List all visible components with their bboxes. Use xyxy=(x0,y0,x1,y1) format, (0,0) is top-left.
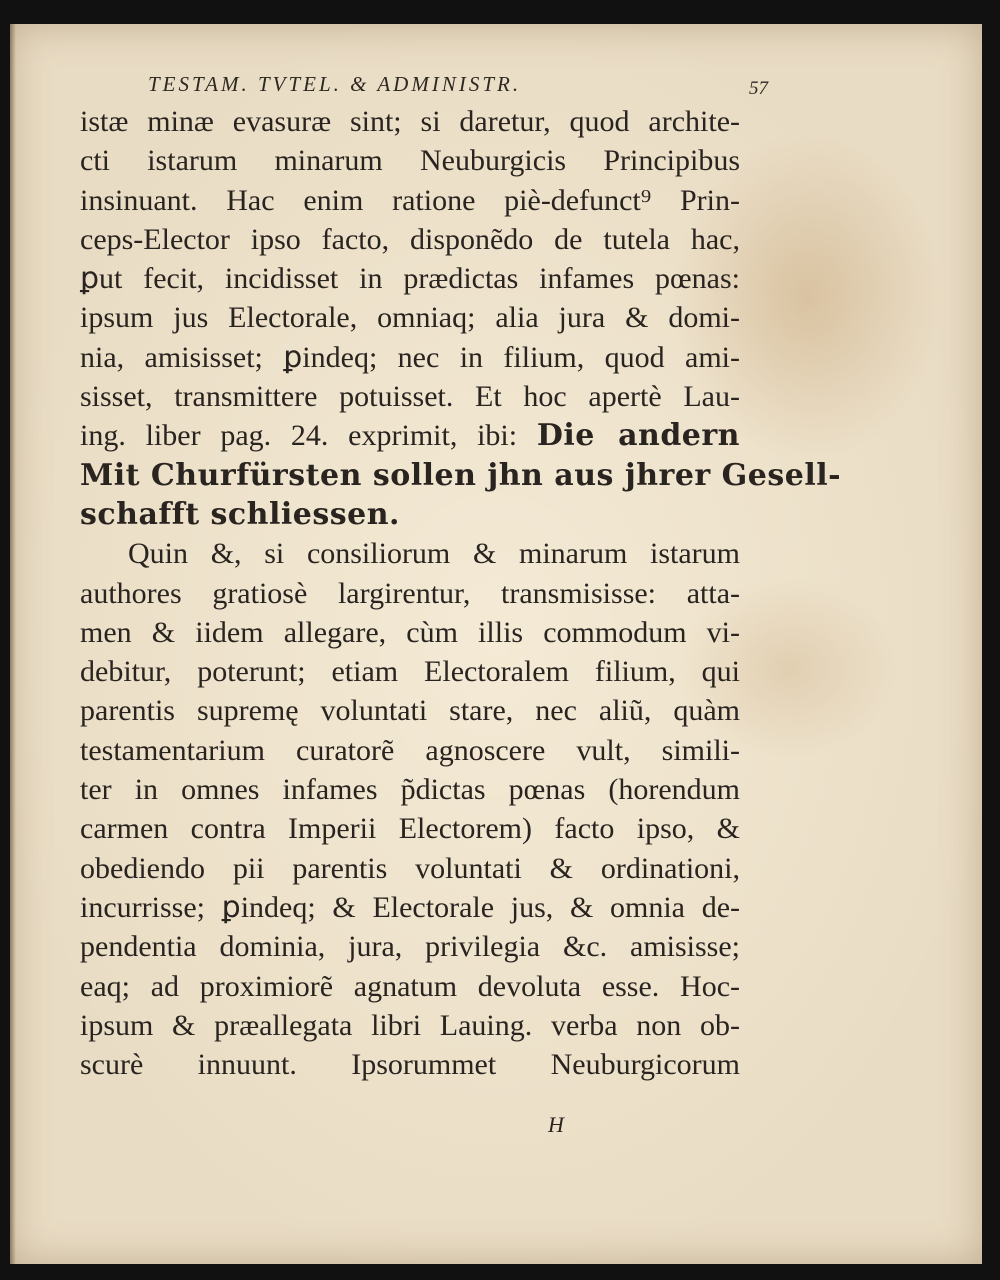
text-line: insinuant. Hac enim ratione piè-defunct⁹ Prin- xyxy=(80,183,740,217)
page-edge-shadow xyxy=(10,24,16,1264)
running-header xyxy=(148,72,768,97)
text-line: scurè innuunt. Ipsorummet Neuburgicorum xyxy=(80,1048,740,1082)
text-line: men & iidem allegare, cùm illis commodum vi- xyxy=(80,615,740,649)
body-text xyxy=(80,102,842,1084)
text-line: cti istarum minarum Neuburgicis Principibus xyxy=(80,144,740,178)
book-page xyxy=(10,24,982,1264)
page-number: 57 xyxy=(749,78,768,99)
text-line: ꝑut fecit, incidisset in prædictas infames pœnas: xyxy=(80,262,740,296)
paragraph-first-line: Quin &, si consiliorum & minarum istarum xyxy=(128,537,740,571)
text-line: nia, amisisset; ꝑindeq; nec in filium, quod ami- xyxy=(80,340,740,374)
text-line: ter in omnes infames p̃dictas pœnas (horendum xyxy=(80,773,740,807)
text-line: testamentarium curatorẽ agnoscere vult, simili- xyxy=(80,733,740,767)
text-line: istæ minæ evasuræ sint; si daretur, quod archite- xyxy=(80,105,740,138)
signature-mark: H xyxy=(548,1112,564,1137)
text-line-with-quote xyxy=(80,416,740,455)
text-line: sisset, transmittere potuisset. Et hoc apertè Lau- xyxy=(80,380,740,414)
german-quote-start: Die andern xyxy=(536,418,740,454)
text-line: obediendo pii parentis voluntati & ordinationi, xyxy=(80,851,740,885)
text-line: ceps-Elector ipso facto, disponẽdo de tutela hac, xyxy=(80,222,740,256)
german-quote-line: schafft schliessen. xyxy=(80,496,400,532)
text-line: eaq; ad proximiorẽ agnatum devoluta esse. Hoc- xyxy=(80,969,740,1003)
german-quote-line: Mit Churfürsten sollen jhn aus jhrer Gesell- xyxy=(80,457,842,493)
text-line: carmen contra Imperii Electorem) facto ipso, & xyxy=(80,812,740,846)
text-line: ipsum jus Electorale, omniaq; alia jura & domi- xyxy=(80,301,740,335)
text-line: incurrisse; ꝑindeq; & Electorale jus, & omnia de- xyxy=(80,890,740,924)
text-line: debitur, poterunt; etiam Electoralem filium, qui xyxy=(80,655,740,689)
text-line: parentis supremę voluntati stare, nec aliũ, quàm xyxy=(80,694,740,728)
text-line: authores gratiosè largirentur, transmisisse: atta- xyxy=(80,576,740,610)
text-fragment: ing. liber pag. 24. exprimit, ibi: xyxy=(80,419,518,453)
text-line: pendentia dominia, jura, privilegia &c. amisisse; xyxy=(80,930,740,964)
running-title: TESTAM. TVTEL. & ADMINISTR. xyxy=(148,72,522,96)
text-line: ipsum & præallegata libri Lauing. verba non ob- xyxy=(80,1008,740,1042)
